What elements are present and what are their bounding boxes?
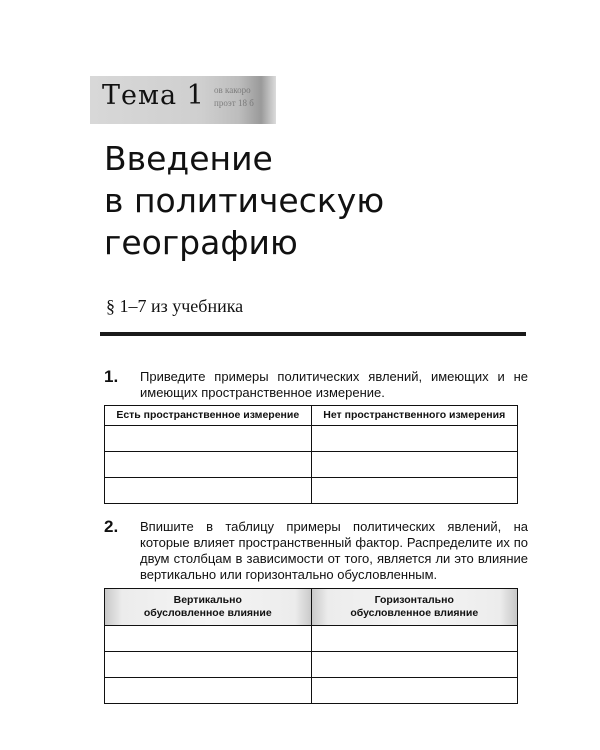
answer-cell[interactable] xyxy=(311,652,518,678)
column-header xyxy=(105,589,312,626)
chapter-title xyxy=(104,138,384,264)
column-header: Есть пространственное измерение xyxy=(105,406,312,426)
answer-cell[interactable] xyxy=(311,626,518,652)
column-header-line: обусловленное влияние xyxy=(350,607,479,619)
bleed-through-line: проэт 18 б xyxy=(214,98,254,108)
column-header-line: обусловленное влияние xyxy=(143,607,272,619)
task-instruction: Приведите примеры политических явлений, имеющих и не имеющих пространственное измерение. xyxy=(140,369,528,400)
answer-cell[interactable] xyxy=(105,652,312,678)
answer-cell[interactable] xyxy=(105,478,312,504)
chapter-title-line: в политическую xyxy=(104,181,385,220)
topic-label: Тема 1 xyxy=(102,80,205,111)
chapter-title-line: географию xyxy=(104,223,298,262)
task-1-table xyxy=(104,405,518,504)
table-row xyxy=(105,678,518,704)
task-number: 2. xyxy=(104,517,119,536)
column-header-line: Горизонтально xyxy=(374,594,454,606)
answer-cell[interactable] xyxy=(311,678,518,704)
task-number: 1. xyxy=(104,367,119,386)
table-row xyxy=(105,452,518,478)
answer-cell[interactable] xyxy=(105,678,312,704)
task-2-table xyxy=(104,588,518,704)
bleed-through-text xyxy=(214,84,276,110)
task-instruction: Впишите в таблицу примеры политических явлений, на которые влияет пространственный фактор. Распределите их по двум столбцам в зависимости от того, является ли это влияние вертикально или горизонтально обусловленным. xyxy=(140,519,528,582)
topic-header xyxy=(90,76,276,124)
column-header xyxy=(311,589,518,626)
answer-cell[interactable] xyxy=(311,452,518,478)
column-header-line: Вертикально xyxy=(173,594,242,606)
section-divider xyxy=(100,332,526,336)
answer-cell[interactable] xyxy=(105,452,312,478)
table-row xyxy=(105,478,518,504)
column-header: Нет пространственного измерения xyxy=(311,406,518,426)
answer-cell[interactable] xyxy=(311,478,518,504)
textbook-reference: § 1–7 из учебника xyxy=(106,296,244,316)
answer-cell[interactable] xyxy=(311,426,518,452)
answer-cell[interactable] xyxy=(105,426,312,452)
chapter-title-line: Введение xyxy=(104,139,273,178)
table-row xyxy=(105,426,518,452)
table-header-row xyxy=(105,406,518,426)
answer-cell[interactable] xyxy=(105,626,312,652)
table-header-row xyxy=(105,589,518,626)
table-row xyxy=(105,626,518,652)
table-row xyxy=(105,652,518,678)
bleed-through-line: ов какоро xyxy=(214,85,251,95)
